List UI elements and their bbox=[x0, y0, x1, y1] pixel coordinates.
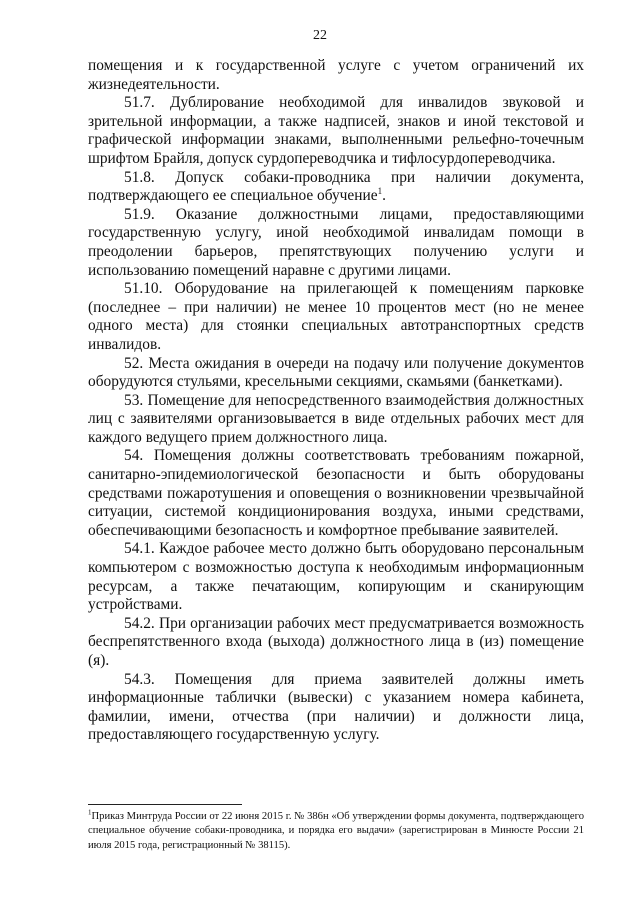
paragraph-53: 53. Помещение для непосредственного взаимодействия должностных лиц с заявителями организовывается в виде отдельных рабочих мест для каждого ведущего прием должностного лица. bbox=[88, 391, 584, 446]
paragraph-51-7: 51.7. Дублирование необходимой для инвалидов звуковой и зрительной информации, а также надписей, знаков и иной текстовой и графической информации знаками, выполненными рельефно-точечным шрифтом Брайля, допуск сурдопереводчика и тифлосурдопереводчика. bbox=[88, 94, 584, 167]
paragraph-52: 52. Места ожидания в очереди на подачу или получение документов оборудуются стульями, кресельными секциями, скамьями (банкетками). bbox=[88, 354, 584, 391]
paragraph-54: 54. Помещения должны соответствовать требованиям пожарной, санитарно-эпидемиологической безопасности и быть оборудованы средствами пожаротушения и оповещения о возникновении чрезвычайной ситуации, системой кондиционирования воздуха, иными средствами, обеспечивающими безопасность и комфортное пребывание заявителей. bbox=[88, 447, 584, 539]
paragraph-51-10: 51.10. Оборудование на прилегающей к помещениям парковке (последнее – при наличии) не менее 10 процентов мест (но не менее одного места) для стоянки специальных автотранспортных средств инвалидов. bbox=[88, 280, 584, 353]
document-body bbox=[88, 57, 584, 745]
footnote-text: Приказ Минтруда России от 22 июня 2015 г. № 386н «Об утверждении формы документа, подтверждающего специальное обучение собаки-проводника, и порядка его выдачи» (зарегистрирован в Минюсте России 21 июля 2015 года, регистрационный № 38115). bbox=[88, 811, 584, 851]
footnote bbox=[88, 810, 584, 853]
paragraph-51-8: 51.8. Допуск собаки-проводника при наличии документа, подтверждающего ее специальное обучение$^1$. bbox=[88, 168, 584, 205]
page-number: 22 bbox=[313, 28, 327, 43]
paragraph-54-2: 54.2. При организации рабочих мест предусматривается возможность беспрепятственного входа (выхода) должностного лица в (из) помещение (я). bbox=[88, 614, 584, 669]
footnote-marker: 1 bbox=[88, 808, 92, 817]
paragraph-continuation: помещения и к государственной услуге с учетом ограничений их жизнедеятельности. bbox=[88, 57, 584, 93]
paragraph-54-1: 54.1. Каждое рабочее место должно быть оборудовано персональным компьютером с возможностью доступа к необходимым информационным ресурсам, а также печатающим, копирующим и сканирующим устройствами. bbox=[88, 540, 584, 614]
footnote-divider bbox=[88, 804, 242, 805]
paragraph-51-9: 51.9. Оказание должностными лицами, предоставляющими государственную услугу, иной необходимой инвалидам помощи в преодолении барьеров, препятствующих получению услуги и использованию помещений наравне с другими лицами. bbox=[88, 205, 584, 279]
footnote-reference: 1 bbox=[377, 186, 383, 197]
paragraph-54-3: 54.3. Помещения для приема заявителей должны иметь информационные таблички (вывески) с указанием номера кабинета, фамилии, имени, отчества (при наличии) и должности лица, предоставляющего государственную услугу. bbox=[88, 670, 584, 744]
